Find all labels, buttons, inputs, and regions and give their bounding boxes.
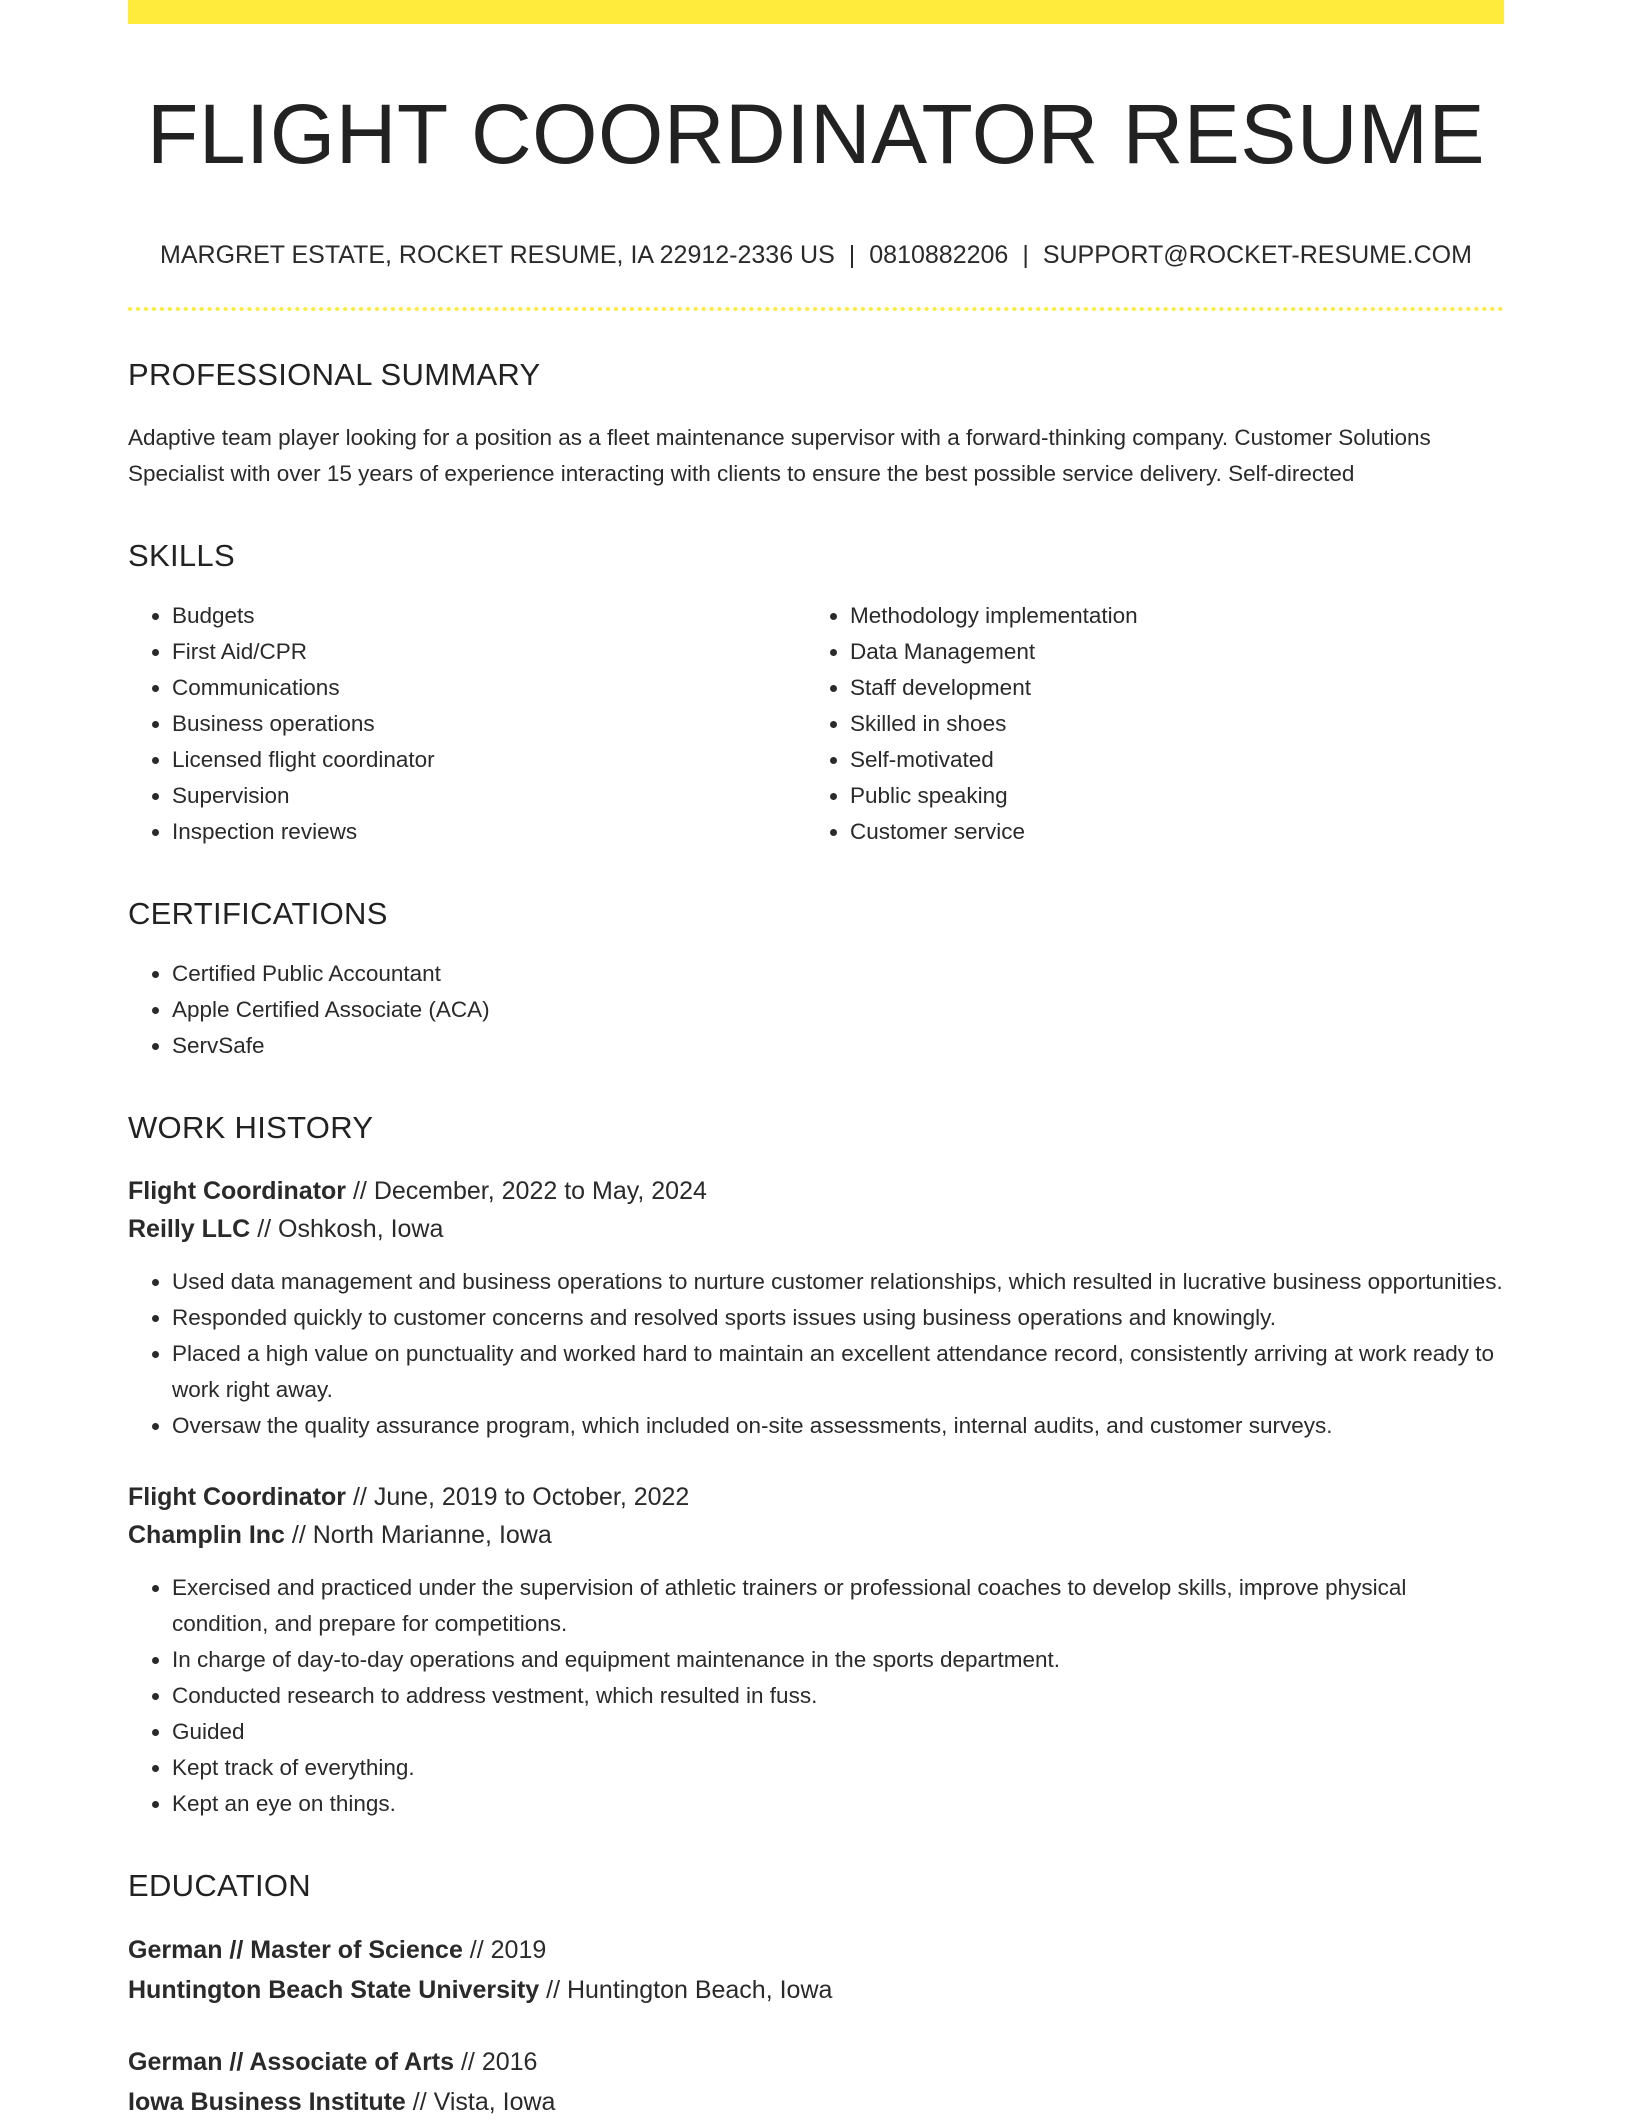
job-bullet: • Responded quickly to customer concerns and resolved sports issues using business operations and knowingly. [172, 1300, 1504, 1336]
job-title-line [128, 1478, 1504, 1516]
skill-item: • Data Management [850, 634, 1484, 670]
skill-item: • Staff development [850, 670, 1484, 706]
contact-email: SUPPORT@ROCKET-RESUME.COM [1042, 240, 1472, 269]
job-bullet: • Guided [172, 1714, 1504, 1750]
skill-item: • Customer service [850, 814, 1484, 850]
skills-list-right [806, 598, 1484, 850]
skills-list-left [128, 598, 806, 850]
job-bullet: • Used data management and business operations to nurture customer relationships, which resulted in lucrative business opportunities. [172, 1264, 1504, 1300]
skills-left-column [128, 598, 806, 850]
contact-line [128, 241, 1504, 270]
job-location: // North Marianne, Iowa [284, 1520, 552, 1549]
skill-item: • Methodology implementation [850, 598, 1484, 634]
job-bullet: • Placed a high value on punctuality and worked hard to maintain an excellent attendance record, consistently arriving at work ready to work right away. [172, 1336, 1504, 1408]
summary-heading: PROFESSIONAL SUMMARY [128, 356, 541, 392]
work-history-heading: WORK HISTORY [128, 1109, 374, 1145]
skills-columns [128, 598, 1504, 850]
skills-right-column [806, 598, 1484, 850]
job-company-line [128, 1516, 1504, 1554]
skill-item: • Public speaking [850, 778, 1484, 814]
skills-heading: SKILLS [128, 537, 235, 573]
education-location: // Huntington Beach, Iowa [539, 1975, 833, 2004]
education-entry [128, 2042, 1504, 2122]
education-entry [128, 1930, 1504, 2010]
job-entry [128, 1478, 1504, 1822]
certification-item: • ServSafe [172, 1028, 1504, 1064]
job-title: Flight Coordinator [128, 1176, 347, 1205]
skill-item: • Self-motivated [850, 742, 1484, 778]
job-entry [128, 1172, 1504, 1444]
education-degree-line [128, 1930, 1504, 1970]
job-title: Flight Coordinator [128, 1482, 347, 1511]
skill-item: • Supervision [172, 778, 806, 814]
education-school-line [128, 2082, 1504, 2122]
job-bullet: • In charge of day-to-day operations and equipment maintenance in the sports department. [172, 1642, 1504, 1678]
contact-separator: | [848, 240, 856, 269]
education-degree: German // Associate of Arts [128, 2047, 455, 2076]
certification-item: • Certified Public Accountant [172, 956, 1504, 992]
job-bullets [128, 1264, 1504, 1444]
skill-item: • Licensed flight coordinator [172, 742, 806, 778]
job-bullet: • Oversaw the quality assurance program, which included on-site assessments, internal audits, and customer surveys. [172, 1408, 1504, 1444]
job-dates: // December, 2022 to May, 2024 [346, 1176, 707, 1205]
contact-separator: | [1022, 240, 1029, 269]
job-dates: // June, 2019 to October, 2022 [346, 1482, 690, 1511]
education-school: Huntington Beach State University [128, 1975, 540, 2004]
job-bullet: • Kept an eye on things. [172, 1786, 1504, 1822]
job-location: // Oshkosh, Iowa [250, 1214, 444, 1243]
job-company: Champlin Inc [128, 1520, 285, 1549]
skill-item: • Communications [172, 670, 806, 706]
certifications-section [128, 956, 1504, 1064]
certifications-heading: CERTIFICATIONS [128, 895, 388, 931]
skill-item: • Inspection reviews [172, 814, 806, 850]
accent-top-bar [128, 0, 1504, 24]
skill-item: • Skilled in shoes [850, 706, 1484, 742]
job-bullet: • Exercised and practiced under the supervision of athletic trainers or professional coaches to develop skills, improve physical condition, and prepare for competitions. [172, 1570, 1504, 1642]
education-school-line [128, 1970, 1504, 2010]
education-school: Iowa Business Institute [128, 2087, 406, 2116]
skill-item: • Budgets [172, 598, 806, 634]
education-heading: EDUCATION [128, 1867, 311, 1903]
resume-title: FLIGHT COORDINATOR RESUME [147, 87, 1485, 181]
skill-item: • Business operations [172, 706, 806, 742]
job-bullets [128, 1570, 1504, 1822]
resume-page [128, 0, 1504, 2122]
job-company-line [128, 1210, 1504, 1248]
job-title-line [128, 1172, 1504, 1210]
contact-address: MARGRET ESTATE, ROCKET RESUME, IA 22912-2336 US [160, 240, 835, 269]
job-bullet: • Conducted research to address vestment, which resulted in fuss. [172, 1678, 1504, 1714]
certification-item: • Apple Certified Associate (ACA) [172, 992, 1504, 1028]
contact-phone: 0810882206 [869, 240, 1009, 269]
dotted-divider [128, 307, 1504, 311]
summary-text: Adaptive team player looking for a position as a fleet maintenance supervisor with a forward-thinking company. Customer Solutions Specialist with over 15 years of experience interacting with clients to ensure the best possible service delivery. Self-directed [128, 424, 1431, 486]
education-year: // 2016 [454, 2047, 538, 2076]
education-location: // Vista, Iowa [405, 2087, 556, 2116]
education-degree-line [128, 2042, 1504, 2082]
education-year: // 2019 [462, 1935, 547, 1964]
job-company: Reilly LLC [128, 1214, 251, 1243]
certifications-list [128, 956, 1504, 1064]
job-bullet: • Kept track of everything. [172, 1750, 1504, 1786]
skill-item: • First Aid/CPR [172, 634, 806, 670]
education-degree: German // Master of Science [128, 1935, 463, 1964]
